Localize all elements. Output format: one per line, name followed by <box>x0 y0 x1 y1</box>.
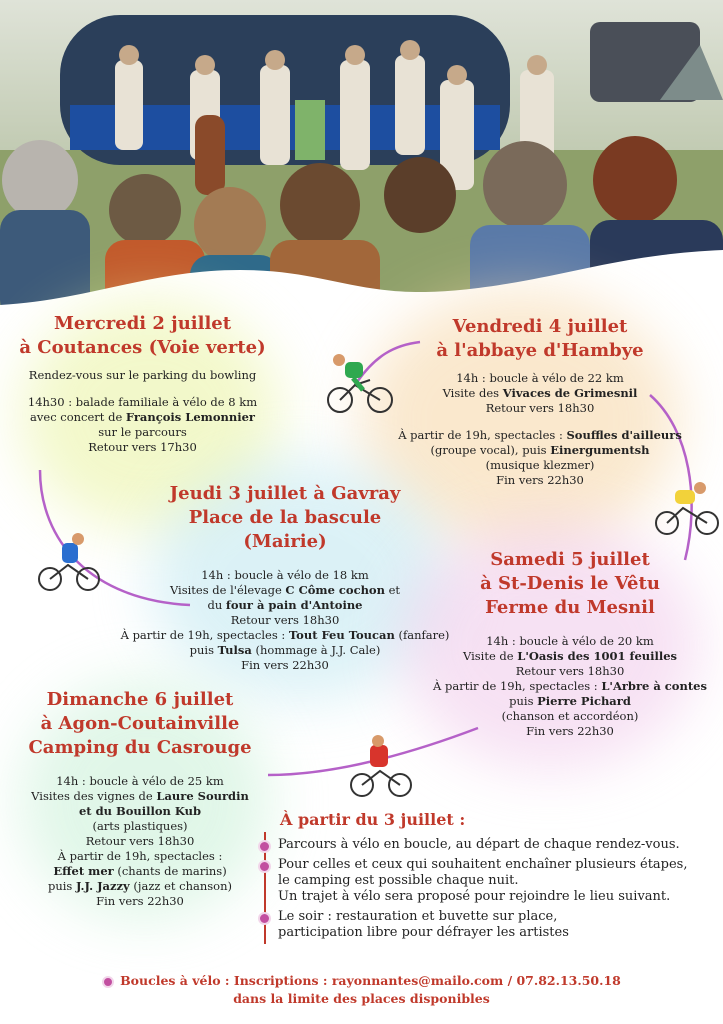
event-title: Mercredi 2 juillet à Coutances (Voie verte) <box>19 313 266 358</box>
event-details: 14h : boucle à vélo de 20 km Visite de L'Oasis des 1001 feuilles Retour vers 18h30 À partir de 19h, spectacles : L'Arbre à contes puis Pierre Pichard (chanson et accordéon) Fin vers 22h30 <box>433 634 707 738</box>
event-dimanche <box>15 688 265 909</box>
event-details: Rendez-vous sur le parking du bowling 14h30 : balade familiale à vélo de 8 km avec concert de François Lemonnier sur le parcours Retour vers 17h30 <box>27 368 258 454</box>
info-item: Le soir : restauration et buvette sur place, participation libre pour défrayer les artistes <box>258 909 708 941</box>
event-jeudi <box>120 482 450 673</box>
bullet-icon <box>258 860 271 873</box>
info-item: Pour celles et ceux qui souhaitent enchaîner plusieurs étapes, le camping est possible chaque nuit. Un trajet à vélo sera proposé pour rejoindre le lieu suivant. <box>258 857 708 905</box>
event-title: Vendredi 4 juillet à l'abbaye d'Hambye <box>436 316 644 361</box>
info-title: À partir du 3 juillet : <box>280 810 466 829</box>
event-title: Dimanche 6 juillet à Agon-Coutainville Camping du Casrouge <box>28 689 252 758</box>
footer-limit: dans la limite des places disponibles <box>233 991 490 1006</box>
cyclist-icon <box>350 735 412 799</box>
event-title: Jeudi 3 juillet à Gavray Place de la bascule (Mairie) <box>169 483 401 552</box>
event-details: 14h : boucle à vélo de 18 km Visites de l'élevage C Côme cochon et du four à pain d'Antoine Retour vers 18h30 À partir de 19h, spectacles : Tout Feu Toucan (fanfare) puis Tulsa (hommage à J.J. Cale) Fin vers 22h30 <box>120 568 450 672</box>
event-details: 14h : boucle à vélo de 22 km Visite des Vivaces de Grimesnil Retour vers 18h30 À partir de 19h, spectacles : Souffles d'ailleurs (groupe vocal), puis Einergumentsh (musique klezmer) Fin vers 22h30 <box>398 371 682 487</box>
event-vendredi <box>380 315 700 488</box>
footer <box>0 972 723 1008</box>
bullet-icon <box>258 840 271 853</box>
event-details: 14h : boucle à vélo de 25 km Visites des vignes de Laure Sourdin et du Bouillon Kub (arts plastiques) Retour vers 18h30 À partir de 19h, spectacles : Effet mer (chants de marins) puis J.J. Jazzy (jazz et chanson) Fin vers 22h30 <box>31 774 249 908</box>
event-mercredi <box>10 312 275 455</box>
bullet-icon <box>102 976 114 988</box>
info-box <box>258 810 708 941</box>
event-title: Samedi 5 juillet à St-Denis le Vêtu Ferme du Mesnil <box>480 549 660 618</box>
footer-registration: Boucles à vélo : Inscriptions : rayonnantes@mailo.com / 07.82.13.50.18 <box>120 973 621 988</box>
bullet-icon <box>258 912 271 925</box>
cyclist-icon <box>38 533 100 593</box>
info-item: Parcours à vélo en boucle, au départ de chaque rendez-vous. <box>258 837 708 853</box>
event-samedi <box>420 548 720 739</box>
